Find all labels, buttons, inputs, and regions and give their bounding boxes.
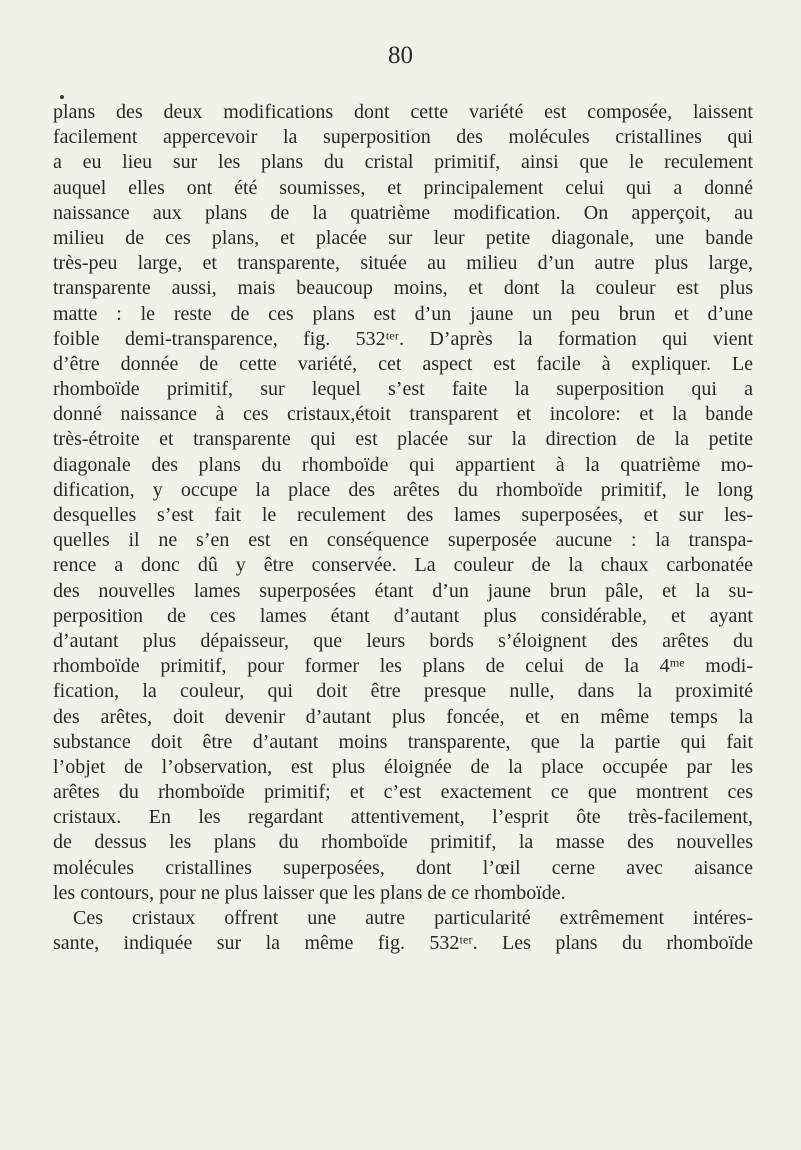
text-line: matte : le reste de ces plans est d’un jaune un peu brun et d’une <box>53 302 753 325</box>
text-line: des nouvelles lames superposées étant d’un jaune brun pâle, et la su- <box>53 579 753 602</box>
text-line: de dessus les plans du rhomboïde primitif, la masse des nouvelles <box>53 831 753 854</box>
text-line: a eu lieu sur les plans du cristal primitif, ainsi que le reculement <box>53 151 753 174</box>
text-line: rhomboïde primitif, sur lequel s’est faite la superposition qui a <box>53 378 753 401</box>
text-line: très-étroite et transparente qui est placée sur la direction de la petite <box>53 428 753 451</box>
text-line: cristaux. En les regardant attentivement, l’esprit ôte très-facilement, <box>53 806 753 829</box>
text-line: sante, indiquée sur la même fig. 532ᵗᵉʳ. Les plans du rhomboïde <box>53 932 753 955</box>
text-line: des arêtes, doit devenir d’autant plus foncée, et en même temps la <box>53 705 753 728</box>
text-line: molécules cristallines superposées, dont l’œil cerne avec aisance <box>53 856 753 879</box>
text-line: desquelles s’est fait le reculement des lames superposées, et sur les- <box>53 504 753 526</box>
text-line: transparente aussi, mais beaucoup moins, et dont la couleur est plus <box>53 277 753 300</box>
text-line: quelles il ne s’en est en conséquence superposée aucune : la transpa- <box>53 529 753 552</box>
text-line: rhomboïde primitif, pour former les plans de celui de la 4ᵐᵉ modi- <box>53 655 753 678</box>
text-line: diagonale des plans du rhomboïde qui appartient à la quatrième mo- <box>53 453 753 476</box>
text-line: Ces cristaux offrent une autre particularité extrêmement intéres- <box>73 907 753 929</box>
text-line: d’être donnée de cette variété, cet aspect est facile à expliquer. Le <box>53 352 753 375</box>
text-line: naissance aux plans de la quatrième modification. On apperçoit, au <box>53 201 753 224</box>
body-text <box>53 100 753 956</box>
text-line: rence a donc dû y être conservée. La couleur de la chaux carbonatée <box>53 554 753 577</box>
text-line: substance doit être d’autant moins transparente, que la partie qui fait <box>53 730 753 753</box>
ink-speck <box>60 95 64 99</box>
text-line: dification, y occupe la place des arêtes du rhomboïde primitif, le long <box>53 478 753 501</box>
text-line: fication, la couleur, qui doit être presque nulle, dans la proximité <box>53 680 753 703</box>
text-line: donné naissance à ces cristaux,étoit transparent et incolore: et la bande <box>53 403 753 426</box>
text-line: auquel elles ont été soumisses, et principalement celui qui a donné <box>53 176 753 199</box>
text-line: arêtes du rhomboïde primitif; et c’est exactement ce que montrent ces <box>53 781 753 804</box>
text-line: milieu de ces plans, et placée sur leur petite diagonale, une bande <box>53 226 753 249</box>
text-line: perposition de ces lames étant d’autant plus considérable, et ayant <box>53 604 753 627</box>
page-number: 80 <box>388 42 413 69</box>
text-line: très-peu large, et transparente, située au milieu d’un autre plus large, <box>53 252 753 275</box>
text-line: plans des deux modifications dont cette variété est composée, laissent <box>53 101 753 123</box>
text-line: foible demi-transparence, fig. 532ᵗᵉʳ. D’après la formation qui vient <box>53 327 753 350</box>
text-line: facilement appercevoir la superposition des molécules cristallines qui <box>53 126 753 149</box>
text-line: les contours, pour ne plus laisser que les plans de ce rhomboïde. <box>53 881 566 904</box>
text-line: l’objet de l’observation, est plus éloignée de la place occupée par les <box>53 755 753 778</box>
text-line: d’autant plus dépaisseur, que leurs bords s’éloignent des arêtes du <box>53 629 753 652</box>
